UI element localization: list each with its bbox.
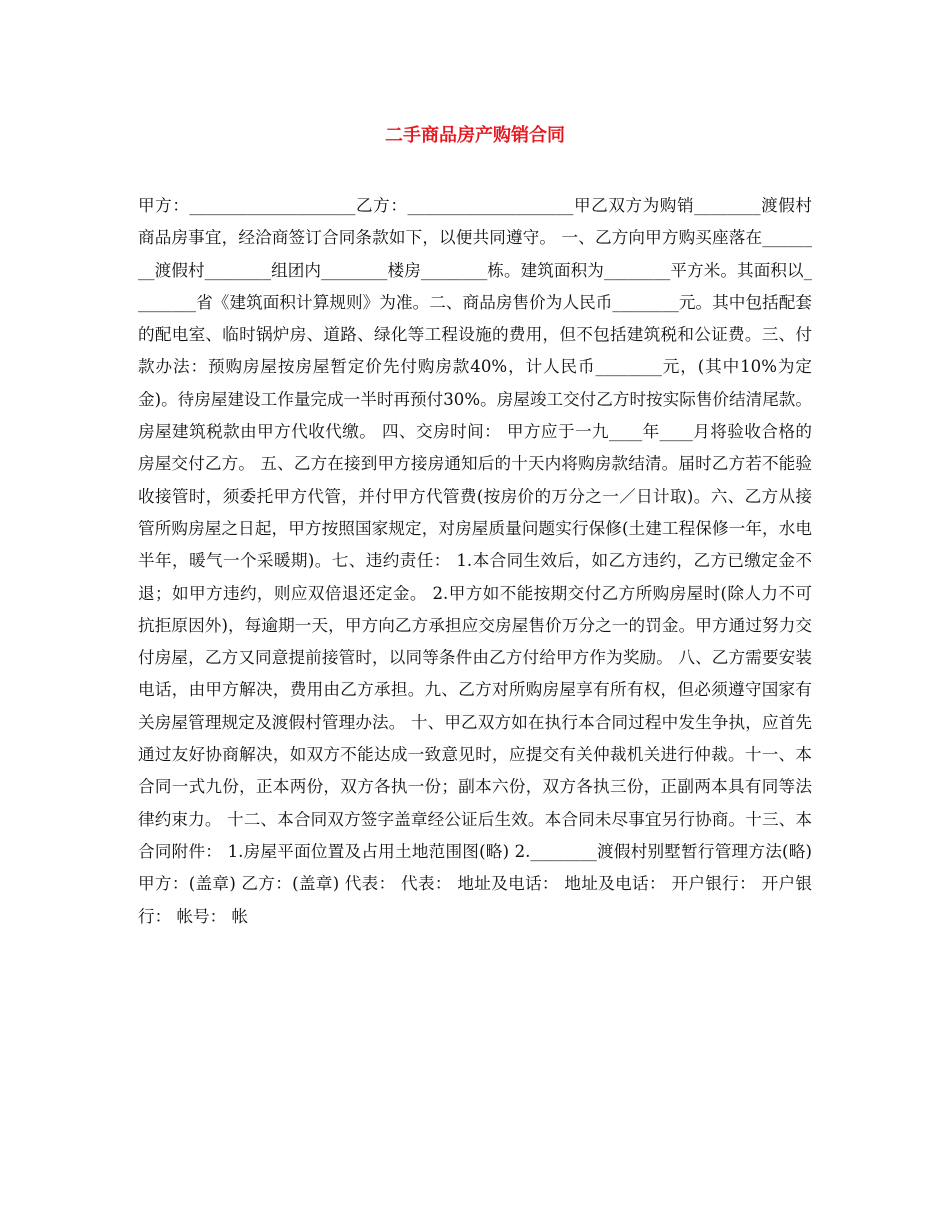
- contract-body-text: 甲方：____________________乙方：____________________甲乙双方为购销________渡假村商品房事宜，经洽商签订合同条款如下，以便共同遵守。 一、乙方向甲方购买座落在________渡假村________组团内________楼房________栋。建筑面积为________平方米。其面积以________省《建筑面积计算规则》为准。二、商品房售价为人民币________元。其中包括配套的配电室、临时锅炉房、道路、绿化等工程设施的费用，但不包括建筑税和公证费。三、付款办法：预购房屋按房屋暂定价先付购房款40%，计人民币________元，(其中10%为定金)。待房屋建设工作量完成一半时再预付30%。房屋竣工交付乙方时按实际售价结清尾款。房屋建筑税款由甲方代收代缴。 四、交房时间： 甲方应于一九____年____月将验收合格的房屋交付乙方。 五、乙方在接到甲方接房通知后的十天内将购房款结清。届时乙方若不能验收接管时，须委托甲方代管，并付甲方代管费(按房价的万分之一／日计取)。六、乙方从接管所购房屋之日起，甲方按照国家规定，对房屋质量问题实行保修(土建工程保修一年，水电半年，暖气一个采暖期)。七、违约责任： 1.本合同生效后，如乙方违约，乙方已缴定金不退；如甲方违约，则应双倍退还定金。 2.甲方如不能按期交付乙方所购房屋时(除人力不可抗拒原因外)，每逾期一天，甲方向乙方承担应交房屋售价万分之一的罚金。甲方通过努力交付房屋，乙方又同意提前接管时，以同等条件由乙方付给甲方作为奖励。 八、乙方需要安装电话，由甲方解决，费用由乙方承担。九、乙方对所购房屋享有所有权，但必须遵守国家有关房屋管理规定及渡假村管理办法。 十、甲乙双方如在执行本合同过程中发生争执，应首先通过友好协商解决，如双方不能达成一致意见时，应提交有关仲裁机关进行仲裁。十一、本合同一式九份，正本两份，双方各执一份；副本六份，双方各执三份，正副两本具有同等法律约束力。 十二、本合同双方签字盖章经公证后生效。本合同未尽事宜另行协商。十三、本合同附件： 1.房屋平面位置及占用土地范围图(略) 2.________渡假村别墅暂行管理方法(略) 甲方：(盖章) 乙方：(盖章) 代表： 代表： 地址及电话： 地址及电话： 开户银行： 开户银行： 帐号： 帐: [138, 196, 812, 926]
- document-title: 二手商品房产购销合同: [385, 125, 565, 146]
